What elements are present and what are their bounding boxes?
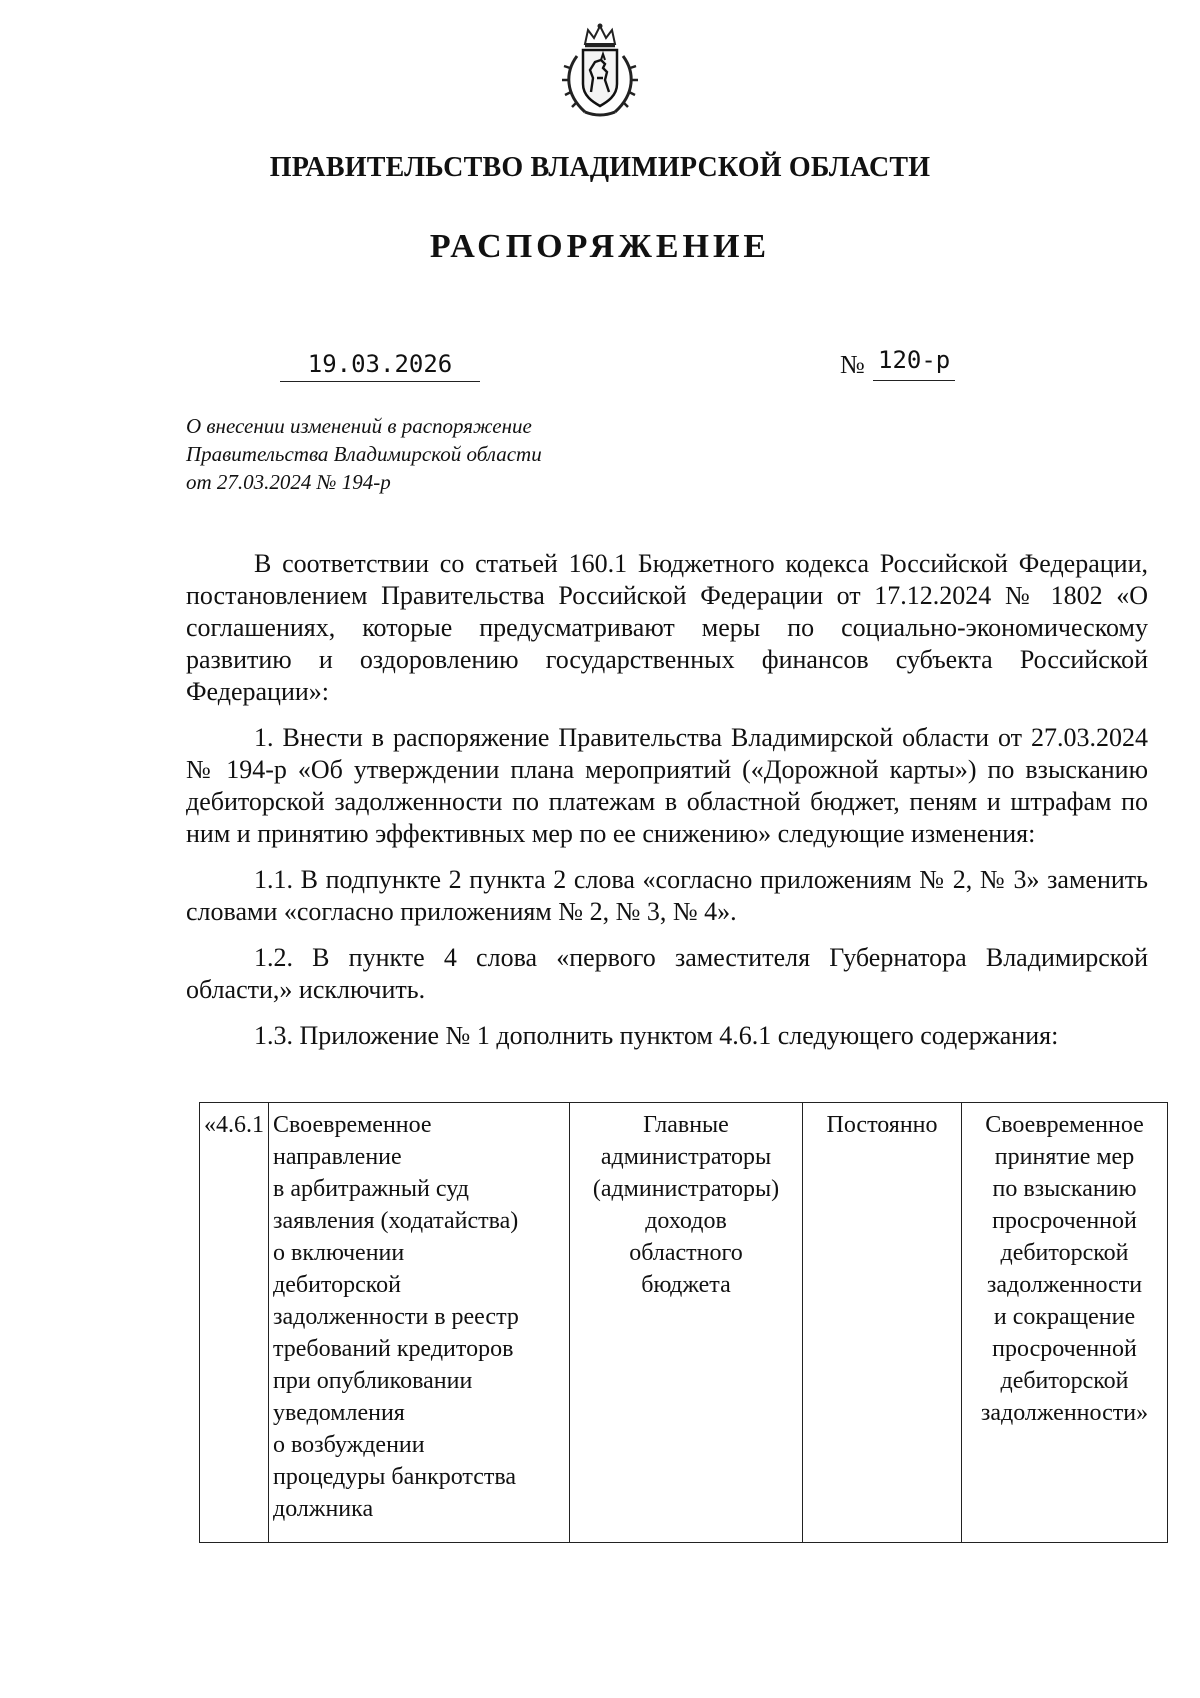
number-underline (873, 380, 955, 381)
responsible-cell (570, 1103, 803, 1543)
action-line: Своевременное (273, 1112, 432, 1138)
subject-line: О внесении изменений в распоряжение (186, 414, 532, 438)
document-type-title: РАСПОРЯЖЕНИЕ (429, 228, 771, 265)
action-line: задолженности в реестр (273, 1304, 519, 1330)
item-number-cell: «4.6.1 (200, 1103, 269, 1543)
document-body (186, 548, 1148, 1066)
action-line: в арбитражный суд (273, 1176, 469, 1202)
result-line: принятие мер (994, 1144, 1135, 1170)
coat-of-arms-icon (555, 22, 645, 120)
action-line: направление (273, 1144, 402, 1170)
result-line: дебиторской (1000, 1240, 1129, 1266)
responsible-line: Главные (643, 1112, 729, 1138)
amendment-table (199, 1102, 1168, 1543)
clause-1-3-paragraph: 1.3. Приложение № 1 дополнить пунктом 4.6.1 следующего содержания: (254, 1021, 1059, 1050)
result-line: просроченной (992, 1336, 1137, 1362)
action-line: о возбуждении (273, 1432, 425, 1458)
result-line: по взысканию (992, 1176, 1137, 1202)
responsible-line: (администраторы) (592, 1176, 780, 1202)
result-line: Своевременное (985, 1112, 1144, 1138)
date-underline (280, 381, 480, 382)
action-line: заявления (ходатайства) (273, 1208, 519, 1234)
subject-line: Правительства Владимирской области (186, 442, 542, 466)
action-line: уведомления (273, 1400, 405, 1426)
result-line: дебиторской (1000, 1368, 1129, 1394)
result-line: и сокращение (993, 1304, 1136, 1330)
result-line: задолженности (986, 1272, 1143, 1298)
clause-1-paragraph: 1. Внести в распоряжение Правительства Владимирской области от 27.03.2024 № 194-р «Об утверждении плана мероприятий («Дорожной карты») по взысканию дебиторской задолженности по платежам в областной бюджет, пеням и штрафам по ним и принятию эффективных мер по ее снижению» следующие изменения: (186, 723, 1148, 848)
action-cell (269, 1103, 570, 1543)
table-row (200, 1103, 1168, 1543)
responsible-line: администраторы (600, 1144, 772, 1170)
result-line: задолженности» (980, 1400, 1149, 1426)
preamble-paragraph: В соответствии со статьей 160.1 Бюджетного кодекса Российской Федерации, постановлением Правительства Российской Федерации от 17.12.2024 № 1802 «О соглашениях, которые предусматривают меры по социально-экономическому развитию и оздоровлению государственных финансов субъекта Российской Федерации»: (186, 549, 1148, 706)
action-line: требований кредиторов (273, 1336, 514, 1362)
responsible-line: доходов (645, 1208, 727, 1234)
result-cell (962, 1103, 1168, 1543)
deadline-cell: Постоянно (803, 1103, 962, 1543)
responsible-line: областного (629, 1240, 743, 1266)
action-line: о включении (273, 1240, 405, 1266)
document-date: 19.03.2026 (307, 350, 453, 378)
result-line: просроченной (992, 1208, 1137, 1234)
clause-1-1-paragraph: 1.1. В подпункте 2 пункта 2 слова «согласно приложениям № 2, № 3» заменить словами «согласно приложениям № 2, № 3, № 4». (186, 865, 1148, 926)
action-line: дебиторской (273, 1272, 402, 1298)
action-line: при опубликовании (273, 1368, 473, 1394)
document-subject (186, 412, 666, 496)
number-sign: № (840, 350, 865, 379)
clause-1-2-paragraph: 1.2. В пункте 4 слова «первого заместителя Губернатора Владимирской области,» исключить. (186, 943, 1148, 1004)
organization-title: ПРАВИТЕЛЬСТВО ВЛАДИМИРСКОЙ ОБЛАСТИ (269, 152, 931, 183)
document-number: 120-р (878, 346, 951, 374)
action-line: процедуры банкротства (273, 1464, 516, 1490)
subject-line: от 27.03.2024 № 194-р (186, 470, 391, 494)
responsible-line: бюджета (641, 1272, 731, 1298)
action-line: должника (273, 1496, 374, 1522)
